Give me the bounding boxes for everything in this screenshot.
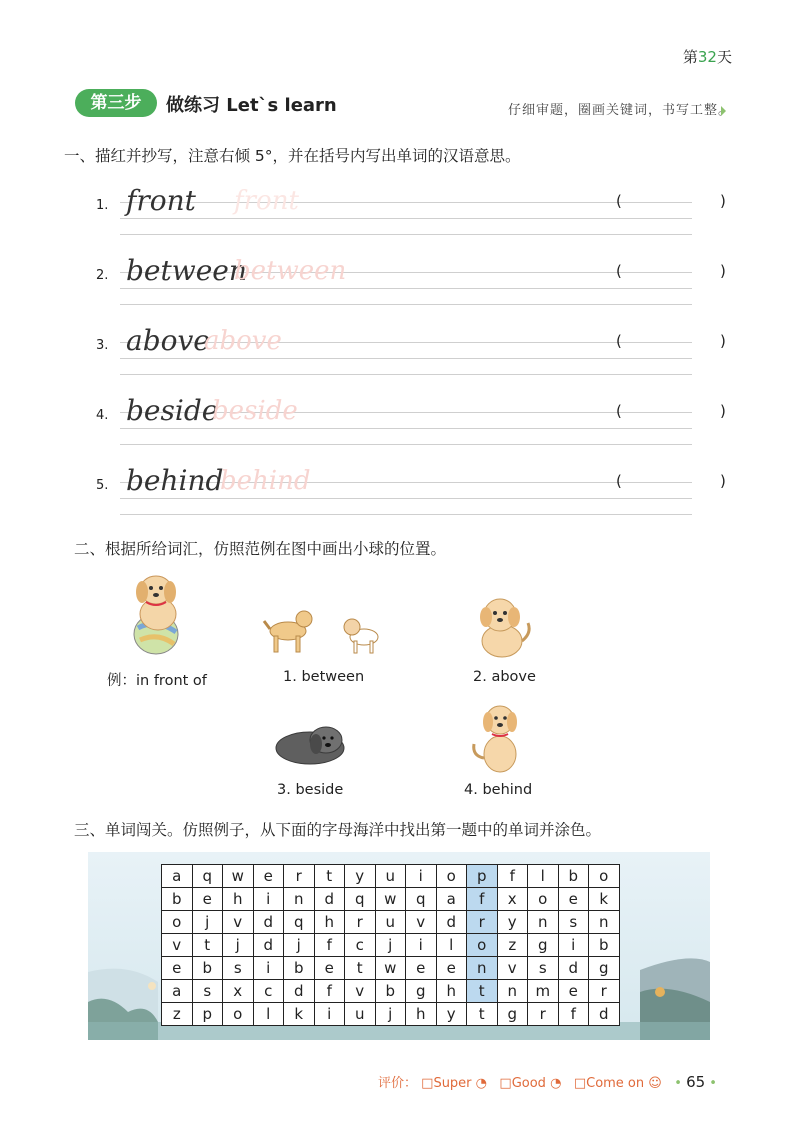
grid-cell[interactable]: q	[406, 888, 437, 911]
grid-cell[interactable]: i	[253, 957, 284, 980]
grid-cell[interactable]: s	[528, 957, 559, 980]
grid-cell[interactable]: v	[497, 957, 528, 980]
grid-cell[interactable]: o	[467, 934, 498, 957]
paren-open: (	[616, 472, 622, 490]
grid-cell[interactable]: y	[345, 865, 376, 888]
grid-cell[interactable]: n	[497, 980, 528, 1003]
row-number: 1.	[96, 198, 109, 213]
grid-cell[interactable]: g	[406, 980, 437, 1003]
grid-cell[interactable]: f	[314, 934, 345, 957]
grid-cell[interactable]: d	[558, 957, 589, 980]
grid-cell[interactable]: t	[192, 934, 223, 957]
letter-grid	[161, 864, 620, 1026]
grid-cell[interactable]: e	[314, 957, 345, 980]
grid-cell[interactable]: z	[497, 934, 528, 957]
grid-cell[interactable]: f	[314, 980, 345, 1003]
grid-cell[interactable]: a	[436, 888, 467, 911]
grid-cell[interactable]: w	[375, 888, 406, 911]
grid-cell[interactable]: r	[467, 911, 498, 934]
grid-cell[interactable]: v	[406, 911, 437, 934]
grid-cell[interactable]: z	[162, 1003, 193, 1026]
grid-cell[interactable]: u	[375, 865, 406, 888]
grid-cell[interactable]: d	[253, 911, 284, 934]
grid-cell[interactable]: i	[253, 888, 284, 911]
grid-cell[interactable]: s	[223, 957, 254, 980]
grid-cell[interactable]: o	[528, 888, 559, 911]
grid-cell[interactable]: h	[314, 911, 345, 934]
grid-cell[interactable]: n	[284, 888, 315, 911]
example-caption: 例：in front of	[107, 673, 207, 689]
grid-cell[interactable]: v	[345, 980, 376, 1003]
grid-cell[interactable]: k	[589, 888, 620, 911]
paren-close: )	[720, 192, 726, 210]
grid-cell[interactable]: o	[436, 865, 467, 888]
grid-cell[interactable]: c	[345, 934, 376, 957]
grid-cell[interactable]: f	[497, 865, 528, 888]
trace-word: between	[234, 256, 347, 286]
dot-icon: •	[709, 1076, 717, 1091]
grid-cell[interactable]: d	[253, 934, 284, 957]
grid-cell[interactable]: o	[162, 911, 193, 934]
grid-cell[interactable]: b	[589, 934, 620, 957]
grid-cell[interactable]: c	[253, 980, 284, 1003]
grid-cell[interactable]: x	[497, 888, 528, 911]
face-icon: ◔	[475, 1076, 488, 1091]
grid-cell[interactable]: v	[223, 911, 254, 934]
grid-cell[interactable]: n	[589, 911, 620, 934]
grid-cell[interactable]: v	[162, 934, 193, 957]
row-number: 2.	[96, 268, 109, 283]
writing-row	[96, 320, 736, 382]
grid-cell[interactable]: d	[284, 980, 315, 1003]
paren-open: (	[616, 332, 622, 350]
grid-cell[interactable]: u	[375, 911, 406, 934]
grid-cell[interactable]: e	[436, 957, 467, 980]
grid-cell[interactable]: k	[284, 1003, 315, 1026]
q1-heading: 一、描红并抄写，注意右倾 5°，并在括号内写出单词的汉语意思。	[64, 147, 521, 165]
puppy-sitting-illustration	[470, 593, 536, 659]
grid-cell[interactable]: p	[192, 1003, 223, 1026]
model-word: front	[126, 184, 196, 217]
grid-cell[interactable]: q	[192, 865, 223, 888]
grid-row	[162, 980, 620, 1003]
grid-cell[interactable]: b	[375, 980, 406, 1003]
grid-cell[interactable]: e	[192, 888, 223, 911]
two-dogs-illustration	[262, 603, 387, 658]
paren-close: )	[720, 472, 726, 490]
grid-cell[interactable]: s	[192, 980, 223, 1003]
grid-cell[interactable]: d	[589, 1003, 620, 1026]
q2-heading: 二、根据所给词汇，仿照范例在图中画出小球的位置。	[74, 540, 447, 558]
face-icon: ◔	[550, 1076, 562, 1091]
grid-cell[interactable]: n	[528, 911, 559, 934]
day-prefix: 第	[682, 48, 698, 66]
grid-cell[interactable]: r	[345, 911, 376, 934]
option-come-on[interactable]: □Come on	[573, 1076, 645, 1091]
trace-word: beside	[212, 396, 298, 426]
grid-cell[interactable]: g	[589, 957, 620, 980]
smile-icon: ☺	[648, 1076, 662, 1091]
grid-cell[interactable]: h	[223, 888, 254, 911]
grid-cell[interactable]: d	[436, 911, 467, 934]
grid-cell[interactable]: i	[314, 1003, 345, 1026]
grid-cell[interactable]: h	[406, 1003, 437, 1026]
grid-cell[interactable]: b	[192, 957, 223, 980]
handwriting-lines[interactable]	[120, 188, 692, 238]
grid-cell[interactable]: t	[314, 865, 345, 888]
grid-cell[interactable]: t	[467, 980, 498, 1003]
grid-cell[interactable]: b	[162, 888, 193, 911]
grid-cell[interactable]: h	[436, 980, 467, 1003]
grid-cell[interactable]: a	[162, 865, 193, 888]
grid-cell[interactable]: w	[223, 865, 254, 888]
writing-row	[96, 180, 736, 242]
grid-cell[interactable]: w	[375, 957, 406, 980]
grid-cell[interactable]: b	[284, 957, 315, 980]
model-word: beside	[126, 394, 219, 427]
grid-cell[interactable]: t	[345, 957, 376, 980]
grid-cell[interactable]: t	[467, 1003, 498, 1026]
grid-cell[interactable]: g	[528, 934, 559, 957]
paren-close: )	[720, 332, 726, 350]
writing-row	[96, 250, 736, 312]
grid-cell[interactable]: f	[558, 1003, 589, 1026]
grid-cell[interactable]: d	[314, 888, 345, 911]
grid-cell[interactable]: y	[497, 911, 528, 934]
grid-cell[interactable]: l	[436, 934, 467, 957]
grid-cell[interactable]: o	[223, 1003, 254, 1026]
writing-row	[96, 390, 736, 452]
motto-triangle-icon	[721, 106, 726, 116]
paren-open: (	[616, 402, 622, 420]
letter-sea-scene	[88, 852, 710, 1040]
grid-cell[interactable]: e	[558, 980, 589, 1003]
caption-behind: 4. behind	[464, 782, 533, 798]
grid-cell[interactable]: i	[406, 934, 437, 957]
grid-cell[interactable]: i	[558, 934, 589, 957]
grid-cell[interactable]: j	[192, 911, 223, 934]
model-word: between	[126, 254, 247, 287]
page-number: 65	[686, 1073, 706, 1091]
paren-close: )	[720, 402, 726, 420]
grid-cell[interactable]: j	[284, 934, 315, 957]
writing-row	[96, 460, 736, 522]
paren-close: )	[720, 262, 726, 280]
option-good[interactable]: □Good	[499, 1076, 546, 1091]
grid-cell[interactable]: r	[528, 1003, 559, 1026]
caption-above: 2. above	[473, 669, 536, 685]
paren-open: (	[616, 262, 622, 280]
row-number: 4.	[96, 408, 109, 423]
row-number: 3.	[96, 338, 109, 353]
grid-cell[interactable]: u	[345, 1003, 376, 1026]
day-label	[683, 46, 732, 67]
trace-word: behind	[220, 466, 311, 496]
grid-cell[interactable]: j	[375, 934, 406, 957]
grid-cell[interactable]: j	[223, 934, 254, 957]
grid-row	[162, 911, 620, 934]
grid-cell[interactable]: e	[162, 957, 193, 980]
dot-icon: •	[674, 1076, 682, 1091]
evaluation-label: 评价：	[378, 1076, 418, 1091]
trace-word: front	[234, 186, 299, 216]
grid-row	[162, 865, 620, 888]
trace-word: above	[204, 326, 282, 356]
grid-cell[interactable]: s	[558, 911, 589, 934]
grid-cell[interactable]: e	[406, 957, 437, 980]
grid-row	[162, 1003, 620, 1026]
dog-sitting-illustration	[466, 700, 530, 776]
grid-cell[interactable]: l	[253, 1003, 284, 1026]
lying-dog-illustration	[272, 718, 352, 766]
grid-cell[interactable]: p	[467, 865, 498, 888]
grid-cell[interactable]: q	[345, 888, 376, 911]
q3-heading: 三、单词闯关。仿照例子，从下面的字母海洋中找出第一题中的单词并涂色。	[74, 821, 602, 839]
grid-row	[162, 957, 620, 980]
grid-cell[interactable]: r	[589, 980, 620, 1003]
grid-cell[interactable]: y	[436, 1003, 467, 1026]
grid-row	[162, 888, 620, 911]
dog-with-ball-illustration	[124, 570, 194, 656]
motto: 仔细审题，圈画关键词，书写工整。	[508, 103, 733, 118]
day-suffix: 天	[716, 48, 732, 66]
grid-cell[interactable]: o	[589, 865, 620, 888]
evaluation-footer	[378, 1072, 717, 1091]
grid-cell[interactable]: e	[253, 865, 284, 888]
model-word: above	[126, 324, 210, 357]
model-word: behind	[126, 464, 224, 497]
dog-left-icon	[264, 611, 312, 652]
grid-cell[interactable]: l	[528, 865, 559, 888]
grid-cell[interactable]: f	[467, 888, 498, 911]
grid-cell[interactable]: b	[558, 865, 589, 888]
caption-between: 1. between	[283, 669, 365, 685]
grid-cell[interactable]: a	[162, 980, 193, 1003]
grid-cell[interactable]: r	[284, 865, 315, 888]
grid-cell[interactable]: x	[223, 980, 254, 1003]
grid-row	[162, 934, 620, 957]
grid-cell[interactable]: j	[375, 1003, 406, 1026]
row-number: 5.	[96, 478, 109, 493]
section-title: 做练习 Let`s learn	[166, 95, 337, 116]
grid-cell[interactable]: g	[497, 1003, 528, 1026]
grid-cell[interactable]: q	[284, 911, 315, 934]
grid-cell[interactable]: m	[528, 980, 559, 1003]
option-super[interactable]: □Super	[421, 1076, 472, 1091]
caption-beside: 3. beside	[277, 782, 344, 798]
day-number: 32	[697, 48, 717, 66]
step-badge: 第三步	[75, 89, 157, 117]
grid-cell[interactable]: i	[406, 865, 437, 888]
dog-right-icon	[344, 619, 378, 653]
grid-cell[interactable]: n	[467, 957, 498, 980]
grid-cell[interactable]: e	[558, 888, 589, 911]
paren-open: (	[616, 192, 622, 210]
